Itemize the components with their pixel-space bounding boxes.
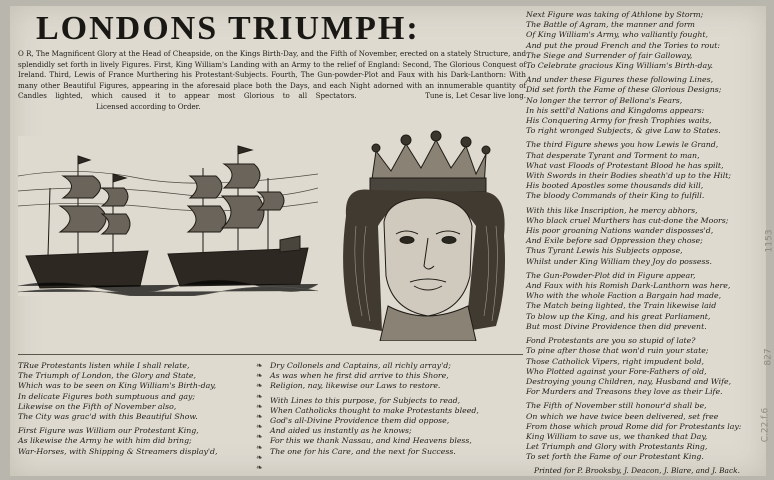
verse bbox=[526, 271, 762, 332]
verse-column-right bbox=[526, 10, 762, 467]
verse-column-middle bbox=[270, 361, 520, 461]
verse-line: The Battle of Agram, the manner and form bbox=[526, 20, 695, 30]
verse-line: The Siege and Surrender of fair Galloway, bbox=[526, 50, 693, 60]
pencil-note: 827 bbox=[763, 348, 774, 366]
verse bbox=[18, 361, 256, 422]
verse-line: As was when he first did arrive to this Shore, bbox=[270, 371, 449, 381]
verse-line: Destroying young Children, nay, Husband and Wife, bbox=[526, 376, 732, 386]
ships-woodcut bbox=[18, 136, 318, 296]
intro-text: O R, The Magnificent Glory at the Head of Cheapside, on the Kings Birth-Day, and the Fifth of November, erected on a stately Structure, and splendidly set forth in lively Figures. First, King William's Landing with an Army to the relief of England: Second, The Glorious Conquest of Ireland. Third, Lewis of France Murthering his Protestant-Subjects. Fourth, The Gun-powder-Plot and Faux with his Dark-Lanthorn: With many other Beautiful Figures, appearing in the aforesaid place both the Days, and each Night adorned with an innumerable quantity of Candles lighted, which caused it to appear most Glorious to all Spectators. bbox=[18, 49, 526, 101]
verse-line: Next Figure was taking of Athlone by Storm; bbox=[526, 10, 704, 19]
verse-line: Those Catholick Vipers, right impudent bold, bbox=[526, 356, 704, 366]
section-rule bbox=[18, 354, 523, 355]
licence-line: Licensed according to Order. bbox=[96, 101, 201, 111]
verse bbox=[270, 361, 520, 392]
verse bbox=[270, 396, 520, 457]
verse-column-left bbox=[18, 361, 256, 461]
verse-line: As likewise the Army he with him did bring; bbox=[18, 436, 192, 446]
verse-line: The Match being lighted, the Train likewise laid bbox=[526, 301, 717, 311]
verse-line: And Exile before sad Oppression they chose; bbox=[526, 236, 703, 246]
verse-line: With this like Inscription, he mercy abhors, bbox=[526, 205, 698, 215]
verse bbox=[526, 75, 762, 136]
verse-line: In delicate Figures both sumptuous and gay; bbox=[18, 391, 196, 401]
verse-line: Likewise on the Fifth of November also, bbox=[18, 401, 177, 411]
verse-line: The one for his Care, and the next for Success. bbox=[270, 446, 456, 456]
verse-line: Religion, nay, likewise our Laws to restore. bbox=[270, 381, 441, 391]
verse-line: His booted Apostles some thousands did kill, bbox=[526, 181, 704, 191]
column-ornament: ❧ ❧ ❧ ❧ ❧ ❧ ❧ ❧ ❧ ❧ ❧ bbox=[256, 361, 263, 473]
verse-line: And under these Figures these following Lines, bbox=[526, 75, 714, 85]
verse-line: To set forth the Fame of our Protestant King. bbox=[526, 452, 704, 462]
verse-line: That desperate Tyrant and Torment to man, bbox=[526, 150, 700, 160]
verse-line: His poor groaning Nations wander disposses'd, bbox=[526, 226, 714, 236]
verse-line: Dry Collonels and Captains, all richly array'd; bbox=[270, 361, 451, 370]
verse-line: The third Figure shews you how Lewis le Grand, bbox=[526, 140, 719, 150]
verse-line: To blow up the King, and his great Parliament, bbox=[526, 311, 711, 321]
verse-line: For Murders and Treasons they love as their Life. bbox=[526, 387, 723, 397]
pencil-note: C.22.f.6 bbox=[760, 407, 771, 443]
verse-line: God's all-Divine Providence them did oppose, bbox=[270, 416, 450, 426]
verse-line: When Catholicks thought to make Protestants bleed, bbox=[270, 405, 479, 415]
verse bbox=[526, 336, 762, 397]
verse-line: No longer the terror of Bellona's Fears, bbox=[526, 95, 683, 105]
verse-line: To right wronged Subjects, & give Law to States. bbox=[526, 126, 721, 136]
verse-line: Who with the whole Faction a Bargain had made, bbox=[526, 291, 722, 301]
verse-line: On which we have twice been delivered, set free bbox=[526, 411, 719, 421]
broadside-sheet bbox=[10, 6, 766, 476]
verse bbox=[526, 10, 762, 71]
verse-line: Who black cruel Murthers has cut-done the Moors; bbox=[526, 215, 729, 225]
verse-line: To Celebrate gracious King William's Birth-day. bbox=[526, 61, 714, 71]
verse-line: The City was grac'd with this Beautiful Show. bbox=[18, 412, 198, 422]
verse-line: With Swords in their Bodies sheath'd up to the Hilt; bbox=[526, 171, 732, 181]
verse-line: King William to save us, we thanked that Day, bbox=[526, 431, 708, 441]
verse-line: But most Divine Providence then did prevent. bbox=[526, 321, 707, 331]
verse-line: And Faux with his Romish Dark-Lanthorn was here, bbox=[526, 281, 731, 291]
intro-paragraph bbox=[18, 49, 526, 113]
verse-line: Which was to be seen on King William's Birth-day, bbox=[18, 381, 217, 391]
verse-line: With Lines to this purpose, for Subjects to read, bbox=[270, 395, 461, 405]
verse-line: From those which proud Rome did for Protestants lay: bbox=[526, 421, 742, 431]
verse-line: To pine after those that won'd ruin your state; bbox=[526, 346, 709, 356]
verse-line: Thus Tyrant Lewis his Subjects oppose, bbox=[526, 246, 683, 256]
verse-line: War-Horses, with Shipping & Streamers display'd, bbox=[18, 446, 218, 456]
verse-line: For this we thank Nassau, and kind Heavens bless, bbox=[270, 436, 472, 446]
pencil-note: 1153 bbox=[764, 229, 774, 253]
verse-line: The Gun-Powder-Plot did in Figure appear, bbox=[526, 270, 696, 280]
verse-line: The Triumph of London, the Glory and State, bbox=[18, 371, 197, 381]
verse-line: Of King William's Army, who valliantly fought, bbox=[526, 30, 708, 40]
verse-line: First Figure was William our Protestant King, bbox=[18, 426, 199, 436]
broadside-title: LONDONS TRIUMPH: bbox=[36, 10, 420, 47]
verse-line: The Fifth of November still honour'd shall be, bbox=[526, 401, 707, 411]
verse bbox=[526, 140, 762, 201]
printer-imprint: Printed for P. Brooksby, J. Deacon, J. Blare, and J. Back. bbox=[534, 466, 740, 475]
verse-line: Did set forth the Fame of these Glorious Designs; bbox=[526, 85, 722, 95]
verse bbox=[18, 426, 256, 457]
verse-line: Who Plotted against your Fore-Fathers of old, bbox=[526, 366, 707, 376]
verse-line: And put the proud French and the Tories to rout: bbox=[526, 40, 721, 50]
verse-line: And aided us instantly as he knows; bbox=[270, 426, 412, 436]
verse-line: Let Triumph and Glory with Protestants Ring, bbox=[526, 442, 708, 452]
verse-line: The bloody Commands of their King to fulfill. bbox=[526, 191, 705, 201]
verse bbox=[526, 401, 762, 462]
verse-line: In his settl'd Nations and Kingdoms appears: bbox=[526, 105, 705, 115]
verse-line: What vast Floods of Protestant Blood he has spilt, bbox=[526, 160, 724, 170]
king-woodcut bbox=[326, 126, 516, 341]
verse-line: Whilst under King William they Joy do possess. bbox=[526, 256, 712, 266]
verse-line: TRue Protestants listen while I shall relate, bbox=[18, 361, 190, 370]
verse bbox=[526, 206, 762, 267]
verse-line: Fond Protestants are you so stupid of late? bbox=[526, 336, 696, 346]
tune-line: Tune is, Let Cesar live long. bbox=[425, 91, 526, 101]
verse-line: His Conquering Army for fresh Trophies waits, bbox=[526, 116, 712, 126]
